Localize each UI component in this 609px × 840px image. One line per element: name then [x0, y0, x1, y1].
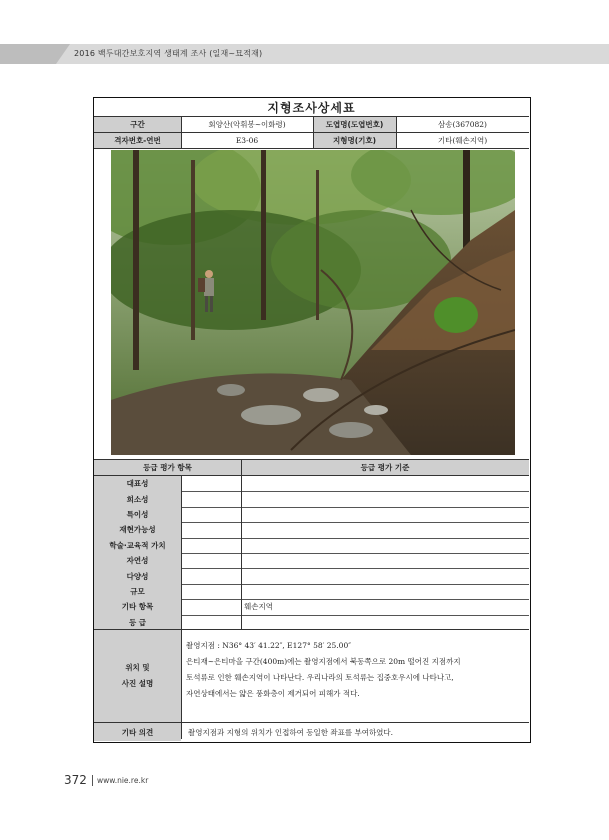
eval-item-label: 기타 항목: [94, 599, 181, 614]
eval-item-label: 특이성: [94, 507, 181, 522]
site-photo: [111, 150, 515, 455]
eval-item-label: 학술·교육적 가치: [94, 538, 181, 553]
running-header: 2016 백두대간보호지역 생태계 조사 (일재~묘적재): [74, 49, 263, 58]
footer-separator: [92, 775, 93, 786]
eval-item-criteria: [242, 507, 529, 522]
eval-item-criteria: [242, 584, 529, 599]
grid-label: 격자번호-연번: [94, 133, 181, 148]
other-label: 기타 의견: [94, 723, 181, 741]
eval-item-label: 자연성: [94, 553, 181, 568]
eval-item-label: 등 급: [94, 615, 181, 630]
eval-item-criteria: [242, 491, 529, 506]
grid-value: E3-06: [235, 136, 259, 145]
location-line: 은티재~은티마을 구간(400m)에는 촬영지점에서 북동쪽으로 20m 떨어진 지점까지: [186, 657, 461, 666]
eval-item-criteria: [242, 568, 529, 583]
location-line: 토석류로 인한 훼손지역이 나타난다. 우리나라의 토석류는 집중호우시에 나타나고,: [186, 673, 454, 682]
divider: [181, 475, 182, 629]
eval-item-criteria: 훼손지역: [244, 602, 273, 612]
divider: [313, 117, 314, 148]
divider: [396, 117, 397, 148]
eval-item-label: 대표성: [94, 476, 181, 491]
eval-header-right: 등급 평가 기준: [241, 460, 529, 475]
divider: [241, 460, 242, 629]
eval-item-label: 재현가능성: [94, 522, 181, 537]
page-number: 372: [64, 773, 87, 787]
location-line: 자연상태에서는 얇은 풍화층이 제거되어 피해가 적다.: [186, 689, 360, 698]
section-label: 구간: [94, 117, 181, 132]
landform-label: 지형명(기호): [313, 133, 396, 148]
eval-item-label: 희소성: [94, 491, 181, 506]
section-value: 회양산(악휘봉~이화령): [208, 120, 286, 129]
eval-item-criteria: [242, 522, 529, 537]
landform-value: 기타(훼손지역): [437, 136, 488, 145]
location-line: 촬영지점 : N36° 43′ 41.22″, E127° 58′ 25.00″: [186, 641, 352, 650]
location-description: [186, 638, 526, 702]
eval-item-label: 규모: [94, 584, 181, 599]
eval-item-criteria: [242, 615, 529, 630]
survey-form: [93, 97, 531, 743]
eval-item-criteria: [242, 476, 529, 491]
eval-item-criteria: [242, 538, 529, 553]
map-value: 삼송(367082): [438, 120, 487, 129]
site-photo-image: [111, 150, 515, 455]
form-title: 지형조사상세표: [267, 100, 356, 115]
eval-header-left: 등급 평가 항목: [94, 460, 241, 475]
divider: [181, 117, 182, 148]
divider: [94, 148, 529, 149]
map-label: 도엽명(도엽번호): [313, 117, 396, 132]
eval-item-criteria: [242, 553, 529, 568]
eval-item-label: 다양성: [94, 568, 181, 583]
other-value: 촬영지점과 지형의 위치가 인접하여 동일한 좌표를 부여하였다.: [188, 727, 394, 737]
location-label-line-1: 위치 및: [125, 663, 150, 672]
footer-url: www.nie.re.kr: [97, 776, 149, 785]
location-label: [94, 630, 181, 722]
location-label-line-2: 사진 설명: [121, 679, 154, 688]
